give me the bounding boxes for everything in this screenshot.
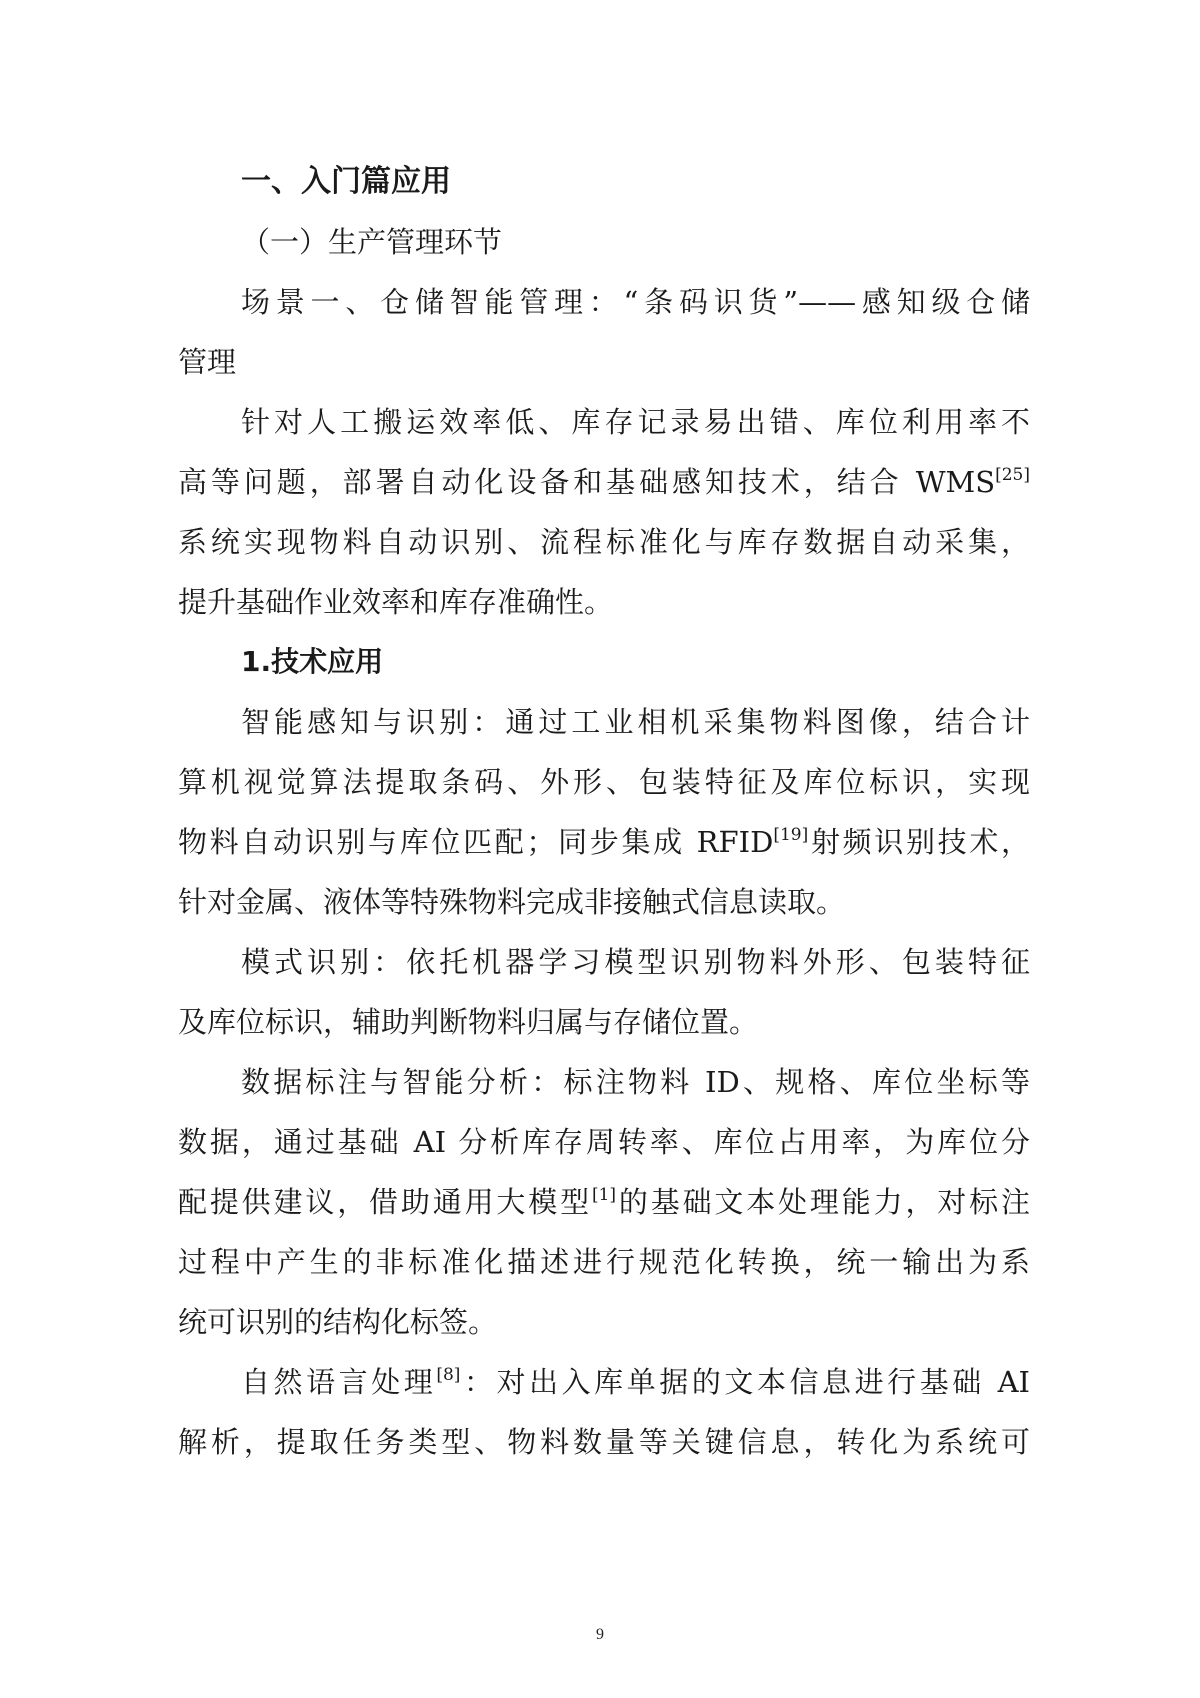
annotation-line-2: 数据，通过基础 AI 分析库存周转率、库位占用率，为库位分	[178, 1125, 1030, 1159]
page-number: 9	[596, 1626, 604, 1643]
scenario-title-line-2: 管理	[178, 345, 237, 379]
annotation-line-3	[178, 1172, 1030, 1232]
intro-line-3: 系统实现物料自动识别、流程标准化与库存数据自动采集，	[178, 525, 1030, 559]
subsection-heading: （一）生产管理环节	[241, 225, 503, 259]
annotation-line-5: 统可识别的结构化标签。	[178, 1305, 498, 1339]
intro-line-1: 针对人工搬运效率低、库存记录易出错、库位利用率不	[241, 405, 1030, 439]
intro-line-2	[178, 452, 1030, 512]
nlp-line-1	[178, 1352, 1030, 1412]
perception-line-4: 针对金属、液体等特殊物料完成非接触式信息读取。	[178, 885, 846, 919]
perception-line-3	[178, 812, 1030, 872]
perception-line-3-before: 物料自动识别与库位匹配；同步集成 RFID	[178, 825, 774, 859]
annotation-line-3-after: 的基础文本处理能力，对标注	[616, 1185, 1030, 1219]
intro-line-2-text: 高等问题，部署自动化设备和基础感知技术，结合 WMS	[178, 465, 996, 499]
nlp-line-1-before: 自然语言处理	[241, 1365, 437, 1399]
annotation-line-3-before: 配提供建议，借助通用大模型	[178, 1185, 592, 1219]
perception-line-3-after: 射频识别技术，	[808, 825, 1030, 859]
citation-1: [1]	[591, 1185, 617, 1205]
perception-line-1: 智能感知与识别：通过工业相机采集物料图像，结合计	[241, 705, 1030, 739]
intro-line-4: 提升基础作业效率和库存准确性。	[178, 585, 614, 619]
citation-19: [19]	[773, 825, 809, 845]
section-heading: 一、入门篇应用	[241, 164, 451, 199]
pattern-line-2: 及库位标识，辅助判断物料归属与存储位置。	[178, 1005, 759, 1039]
nlp-line-2: 解析，提取任务类型、物料数量等关键信息，转化为系统可	[178, 1425, 1030, 1459]
annotation-line-4: 过程中产生的非标准化描述进行规范化转换，统一输出为系	[178, 1245, 1030, 1279]
perception-line-2: 算机视觉算法提取条码、外形、包装特征及库位标识，实现	[178, 765, 1030, 799]
section-1-title: 1.技术应用	[241, 645, 384, 678]
document-body	[178, 152, 1030, 1472]
scenario-title-line-1: 场景一、仓储智能管理：“条码识货”——感知级仓储	[241, 285, 1030, 319]
citation-25: [25]	[995, 465, 1030, 485]
nlp-line-1-after: ：对出入库单据的文本信息进行基础 AI	[460, 1365, 1030, 1399]
citation-8: [8]	[436, 1365, 461, 1385]
pattern-line-1: 模式识别：依托机器学习模型识别物料外形、包装特征	[241, 945, 1030, 979]
annotation-line-1: 数据标注与智能分析：标注物料 ID、规格、库位坐标等	[241, 1065, 1030, 1099]
